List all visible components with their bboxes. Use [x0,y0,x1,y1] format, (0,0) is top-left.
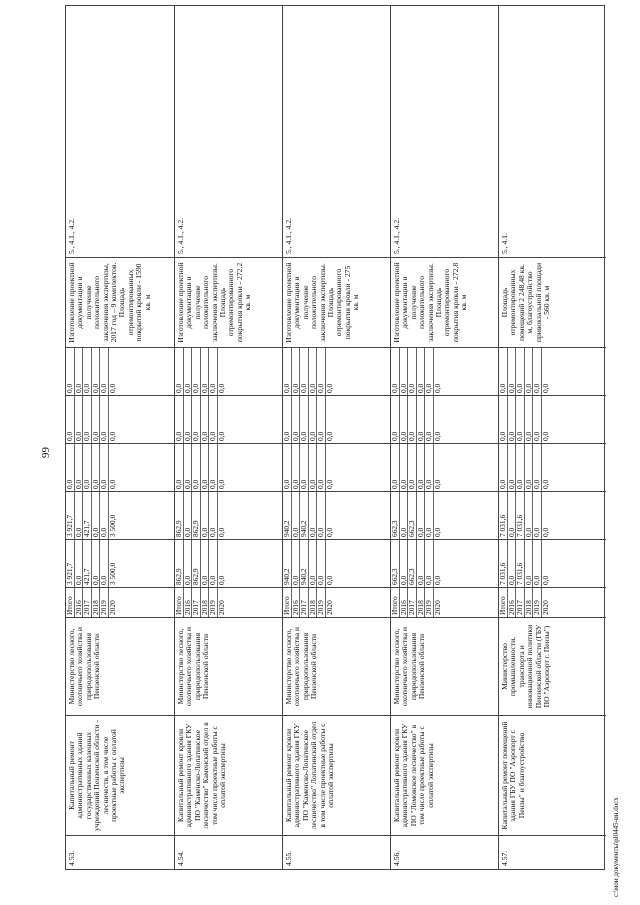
year-value: 2017 [83,588,92,617]
year-value: 2019 [209,588,218,617]
amount-value: 0,0 [309,444,318,491]
amount-value: 0,0 [209,492,218,539]
amount-value: 0,0 [525,396,534,443]
year-value: 2019 [100,588,109,617]
executor-cell-text: Министерство лесного, охотничьего хозяйства и природопользования Пензенской области [176,627,211,706]
other-list [175,347,282,395]
link-cell [499,6,606,257]
amount-value: 0,0 [400,444,409,491]
executor-cell-text: Министерство промышленности, транспорта и инновационной политики Пензенской области (ГБУ ПО "Аэропорт г. Пензы") [500,624,552,709]
table-row [498,6,606,869]
amount-value: 0,0 [541,527,550,537]
executor-cell-text: Министерство лесного, охотничьего хозяйства и природопользования Пензенской области [67,627,102,706]
amount-value: 0,0 [508,540,517,587]
federal-list [283,443,390,491]
year-value: 2017 [516,588,525,617]
amount-value: 0,0 [184,540,193,587]
amount-value: 0,0 [391,348,400,395]
amount-value: 0,0 [75,396,84,443]
total-list [391,539,498,587]
item-number-cell [175,835,282,869]
amount-value: 0,0 [192,348,201,395]
amount-value: 0,0 [83,396,92,443]
amount-value: 0,0 [300,444,309,491]
amount-value: 940,2 [283,540,292,587]
amount-value: 0,0 [209,396,218,443]
measure-name-cell-text: Капитальный ремонт помещений здания ГБУ ПО "Аэропорт г. Пензы" и благоустройство [500,721,526,830]
year-value: 2020 [217,600,226,615]
year-value: 2017 [408,588,417,617]
amount-value: 0,0 [391,444,400,491]
amount-value: 0,0 [516,444,525,491]
amount-value: 0,0 [201,444,210,491]
amount-value: 0,0 [209,348,218,395]
year-value: Итого [391,588,400,617]
indicator-cell-text: Изготовление проектной документации и получение положительного заключения экспертизы. Площадь отремонтированного покрытия кровли - 275 кв. м [284,262,361,343]
year-value: 2019 [425,588,434,617]
year-value: 2016 [292,588,301,617]
amount-value: 7 031,6 [499,540,508,587]
amount-value: 0,0 [192,444,201,491]
amount-value: 0,0 [83,348,92,395]
regional-list [391,491,498,539]
amount-value: 0,0 [533,444,542,491]
amount-value: 0,0 [100,444,109,491]
amount-value: 0,0 [417,348,426,395]
year-value: 2019 [533,588,542,617]
federal-list [66,443,174,491]
amount-value: 0,0 [75,540,84,587]
amount-value: 0,0 [325,575,334,585]
amount-value: 0,0 [184,348,193,395]
table-row [66,6,174,869]
link-cell [283,6,390,257]
amount-value: 0,0 [309,348,318,395]
amount-value: 0,0 [533,492,542,539]
measure-name-cell-text: Капитальный ремонт административных зданий государственных казенных учреждений Пензенской области - лесничеств, в том числе проектные работы с оплатой экспертизы [67,720,127,831]
amount-value: 862,9 [175,492,184,539]
amount-value: 0,0 [525,540,534,587]
amount-value: 0,0 [201,540,210,587]
local-list [283,395,390,443]
measure-name-cell [391,715,498,835]
local-list [175,395,282,443]
amount-value: 0,0 [92,540,101,587]
amount-value: 0,0 [508,396,517,443]
amount-value: 662,3 [391,492,400,539]
amount-value: 421,7 [83,540,92,587]
total-list [66,539,174,587]
amount-value: 0,0 [292,396,301,443]
table-row [174,6,282,869]
year-value: 2016 [75,588,84,617]
other-list [66,347,174,395]
measure-name-cell-text: Капитальный ремонт кровли административного здания ГКУ ПО "Каменско-Лопатинское лесничество" Каменский отдел в том числе проектные работы с оплатой экспертизы [176,722,228,829]
measure-name-cell-text: Капитальный ремонт кровли административного здания ГКУ ПО "Ломовское лесничество" в том числе проектные работы с оплатой экспертизы [392,723,435,828]
year-value: 2018 [417,588,426,617]
total-list [499,539,606,587]
year-value: 2020 [108,600,117,615]
indicator-cell [499,257,606,347]
amount-value: 0,0 [209,540,218,587]
executor-cell [66,617,174,715]
amount-value: 0,0 [184,444,193,491]
executor-cell-text: Министерство лесного, охотничьего хозяйства и природопользования Пензенской области [392,627,427,706]
amount-value: 0,0 [499,348,508,395]
year-value: Итого [499,588,508,617]
total-list [283,539,390,587]
item-number-cell-text: 4.54. [176,850,185,866]
amount-value: 0,0 [300,348,309,395]
executor-cell [499,617,606,715]
amount-value: 0,0 [283,396,292,443]
measure-name-cell [499,715,606,835]
amount-value: 0,0 [201,396,210,443]
year-value: 2018 [201,588,210,617]
amount-value: 0,0 [217,431,226,441]
year-value: 2018 [525,588,534,617]
amount-value: 0,0 [400,348,409,395]
amount-value: 0,0 [317,540,326,587]
amount-value: 0,0 [541,383,550,393]
amount-value: 940,2 [300,492,309,539]
year-value: 2016 [400,588,409,617]
amount-value: 0,0 [292,348,301,395]
item-number-cell-text: 4.53. [67,850,76,866]
indicator-cell [391,257,498,347]
link-cell-text: 5., 4.1., 4.2. [67,217,76,254]
amount-value: 0,0 [433,431,442,441]
indicator-cell-text: Изготовление проектной документации и получение положительного заключения экспертизы. Площадь отремонтированного покрытия кровли - 272,8 кв. м [392,262,469,343]
amount-value: 0,0 [217,575,226,585]
amount-value: 0,0 [184,492,193,539]
amount-value: 0,0 [283,444,292,491]
total-list [175,539,282,587]
amount-value: 0,0 [201,492,210,539]
amount-value: 0,0 [425,396,434,443]
year-list [283,587,390,617]
link-cell-text: 5., 4.1. [500,233,509,254]
amount-value: 0,0 [317,492,326,539]
amount-value: 0,0 [100,348,109,395]
amount-value: 7 031,6 [516,492,525,539]
amount-value: 0,0 [417,492,426,539]
executor-cell [283,617,390,715]
amount-value: 0,0 [175,348,184,395]
amount-value: 0,0 [408,348,417,395]
amount-value: 0,0 [108,383,117,393]
amount-value: 0,0 [499,396,508,443]
amount-value: 0,0 [317,444,326,491]
executor-cell-text: Министерство лесного, охотничьего хозяйства и природопользования Пензенской области [284,627,319,706]
amount-value: 0,0 [83,444,92,491]
amount-value: 0,0 [317,348,326,395]
amount-value: 0,0 [325,479,334,489]
amount-value: 0,0 [425,444,434,491]
amount-value: 0,0 [217,479,226,489]
year-list [391,587,498,617]
measure-name-cell-text: Капитальный ремонт кровли административного здания ГКУ ПО "Каменско-Лопатинское лесничество" Лопатинский отдел в том числе проектные работы с оплатой экспертизы [284,721,336,830]
other-list [391,347,498,395]
amount-value: 0,0 [508,348,517,395]
year-list [175,587,282,617]
other-list [499,347,606,395]
amount-value: 662,3 [391,540,400,587]
link-cell-text: 5., 4.1., 4.2. [176,217,185,254]
link-cell-text: 5., 4.1., 4.2. [284,217,293,254]
regional-list [175,491,282,539]
amount-value: 0,0 [425,540,434,587]
amount-value: 0,0 [283,348,292,395]
amount-value: 0,0 [499,444,508,491]
amount-value: 0,0 [325,383,334,393]
amount-value: 0,0 [425,348,434,395]
amount-value: 940,2 [300,540,309,587]
amount-value: 0,0 [533,396,542,443]
amount-value: 0,0 [217,527,226,537]
amount-value: 0,0 [292,540,301,587]
amount-value: 0,0 [400,540,409,587]
year-value: 2020 [325,600,334,615]
amount-value: 0,0 [309,492,318,539]
amount-value: 0,0 [433,383,442,393]
amount-value: 0,0 [309,396,318,443]
other-list [283,347,390,395]
executor-cell [175,617,282,715]
year-value: Итого [175,588,184,617]
amount-value: 0,0 [541,575,550,585]
amount-value: 3 921,7 [66,540,75,587]
amount-value: 0,0 [209,444,218,491]
local-list [66,395,174,443]
year-value: 2018 [309,588,318,617]
amount-value: 0,0 [300,396,309,443]
amount-value: 0,0 [92,396,101,443]
amount-value: 0,0 [75,444,84,491]
amount-value: 662,3 [408,492,417,539]
amount-value: 0,0 [175,396,184,443]
year-value: 2020 [433,600,442,615]
amount-value: 0,0 [425,492,434,539]
amount-value: 0,0 [408,396,417,443]
amount-value: 940,2 [283,492,292,539]
amount-value: 0,0 [100,396,109,443]
amount-value: 0,0 [541,431,550,441]
amount-value: 0,0 [525,444,534,491]
amount-value: 0,0 [533,540,542,587]
indicator-cell-text: Изготовление проектной документации и получение положительного заключения экспертизы. Площадь отремонтированного покрытия кровли - 272,2 кв. м [176,262,253,343]
item-number-cell-text: 4.55. [284,850,293,866]
amount-value: 0,0 [108,431,117,441]
amount-value: 0,0 [175,444,184,491]
amount-value: 0,0 [541,479,550,489]
amount-value: 0,0 [292,444,301,491]
indicator-cell [175,257,282,347]
amount-value: 0,0 [325,431,334,441]
amount-value: 0,0 [217,383,226,393]
federal-list [391,443,498,491]
amount-value: 0,0 [400,396,409,443]
year-list [499,587,606,617]
amount-value: 0,0 [508,444,517,491]
year-value: Итого [66,588,75,617]
amount-value: 862,9 [192,540,201,587]
amount-value: 0,0 [201,348,210,395]
item-number-cell [391,835,498,869]
amount-value: 3 500,0 [108,562,117,585]
year-value: 2016 [508,588,517,617]
table-row [390,6,498,869]
amount-value: 0,0 [292,492,301,539]
amount-value: 0,0 [92,492,101,539]
indicator-cell-text: Изготовление проектной документации и получение положительного заключения экспертизы, 2017 год – 9 комплектов. Площадь отремонтированных покрытий кровли - 1590 кв. м [67,262,152,343]
year-list [66,587,174,617]
amount-value: 662,3 [408,540,417,587]
year-value: 2017 [192,588,201,617]
item-number-cell-text: 4.57. [500,850,509,866]
item-number-cell [499,835,606,869]
year-value: 2017 [300,588,309,617]
amount-value: 0,0 [66,348,75,395]
local-list [499,395,606,443]
program-table [65,5,605,870]
amount-value: 0,0 [417,396,426,443]
measure-name-cell [66,715,174,835]
footer-path: c:\мои документы\pl0445-ин.docx [612,797,620,897]
item-number-cell-text: 4.56. [392,850,401,866]
amount-value: 862,9 [175,540,184,587]
amount-value: 7 031,6 [499,492,508,539]
amount-value: 3 500,0 [108,514,117,537]
indicator-cell [66,257,174,347]
federal-list [175,443,282,491]
amount-value: 862,9 [192,492,201,539]
amount-value: 0,0 [100,492,109,539]
link-cell [175,6,282,257]
amount-value: 0,0 [184,396,193,443]
item-number-cell [283,835,390,869]
year-value: 2019 [317,588,326,617]
indicator-cell-text: Площадь отремонтированных помещений 2 248,48 кв. м, благоустройство привокзальной площади - 560 кв. м [500,262,552,343]
amount-value: 0,0 [75,492,84,539]
amount-value: 0,0 [309,540,318,587]
item-number-cell [66,835,174,869]
amount-value: 0,0 [533,348,542,395]
year-value: 2020 [541,600,550,615]
amount-value: 0,0 [66,396,75,443]
amount-value: 0,0 [92,444,101,491]
amount-value: 0,0 [100,540,109,587]
amount-value: 0,0 [508,492,517,539]
amount-value: 0,0 [433,479,442,489]
executor-cell [391,617,498,715]
regional-list [499,491,606,539]
year-value: 2016 [184,588,193,617]
amount-value: 0,0 [66,444,75,491]
amount-value: 0,0 [92,348,101,395]
amount-value: 421,7 [83,492,92,539]
indicator-cell [283,257,390,347]
amount-value: 0,0 [525,492,534,539]
local-list [391,395,498,443]
amount-value: 0,0 [516,348,525,395]
table-row [282,6,390,869]
amount-value: 0,0 [433,527,442,537]
measure-name-cell [283,715,390,835]
amount-value: 0,0 [417,540,426,587]
regional-list [283,491,390,539]
amount-value: 0,0 [192,396,201,443]
amount-value: 0,0 [408,444,417,491]
amount-value: 0,0 [417,444,426,491]
amount-value: 0,0 [391,396,400,443]
link-cell [66,6,174,257]
amount-value: 3 921,7 [66,492,75,539]
link-cell [391,6,498,257]
amount-value: 0,0 [325,527,334,537]
year-value: 2018 [92,588,101,617]
amount-value: 7 031,6 [516,540,525,587]
amount-value: 0,0 [516,396,525,443]
regional-list [66,491,174,539]
page-number: 99 [40,447,52,458]
federal-list [499,443,606,491]
amount-value: 0,0 [433,575,442,585]
amount-value: 0,0 [75,348,84,395]
link-cell-text: 5., 4.1., 4.2. [392,217,401,254]
amount-value: 0,0 [525,348,534,395]
measure-name-cell [175,715,282,835]
amount-value: 0,0 [400,492,409,539]
amount-value: 0,0 [317,396,326,443]
year-value: Итого [283,588,292,617]
amount-value: 0,0 [108,479,117,489]
